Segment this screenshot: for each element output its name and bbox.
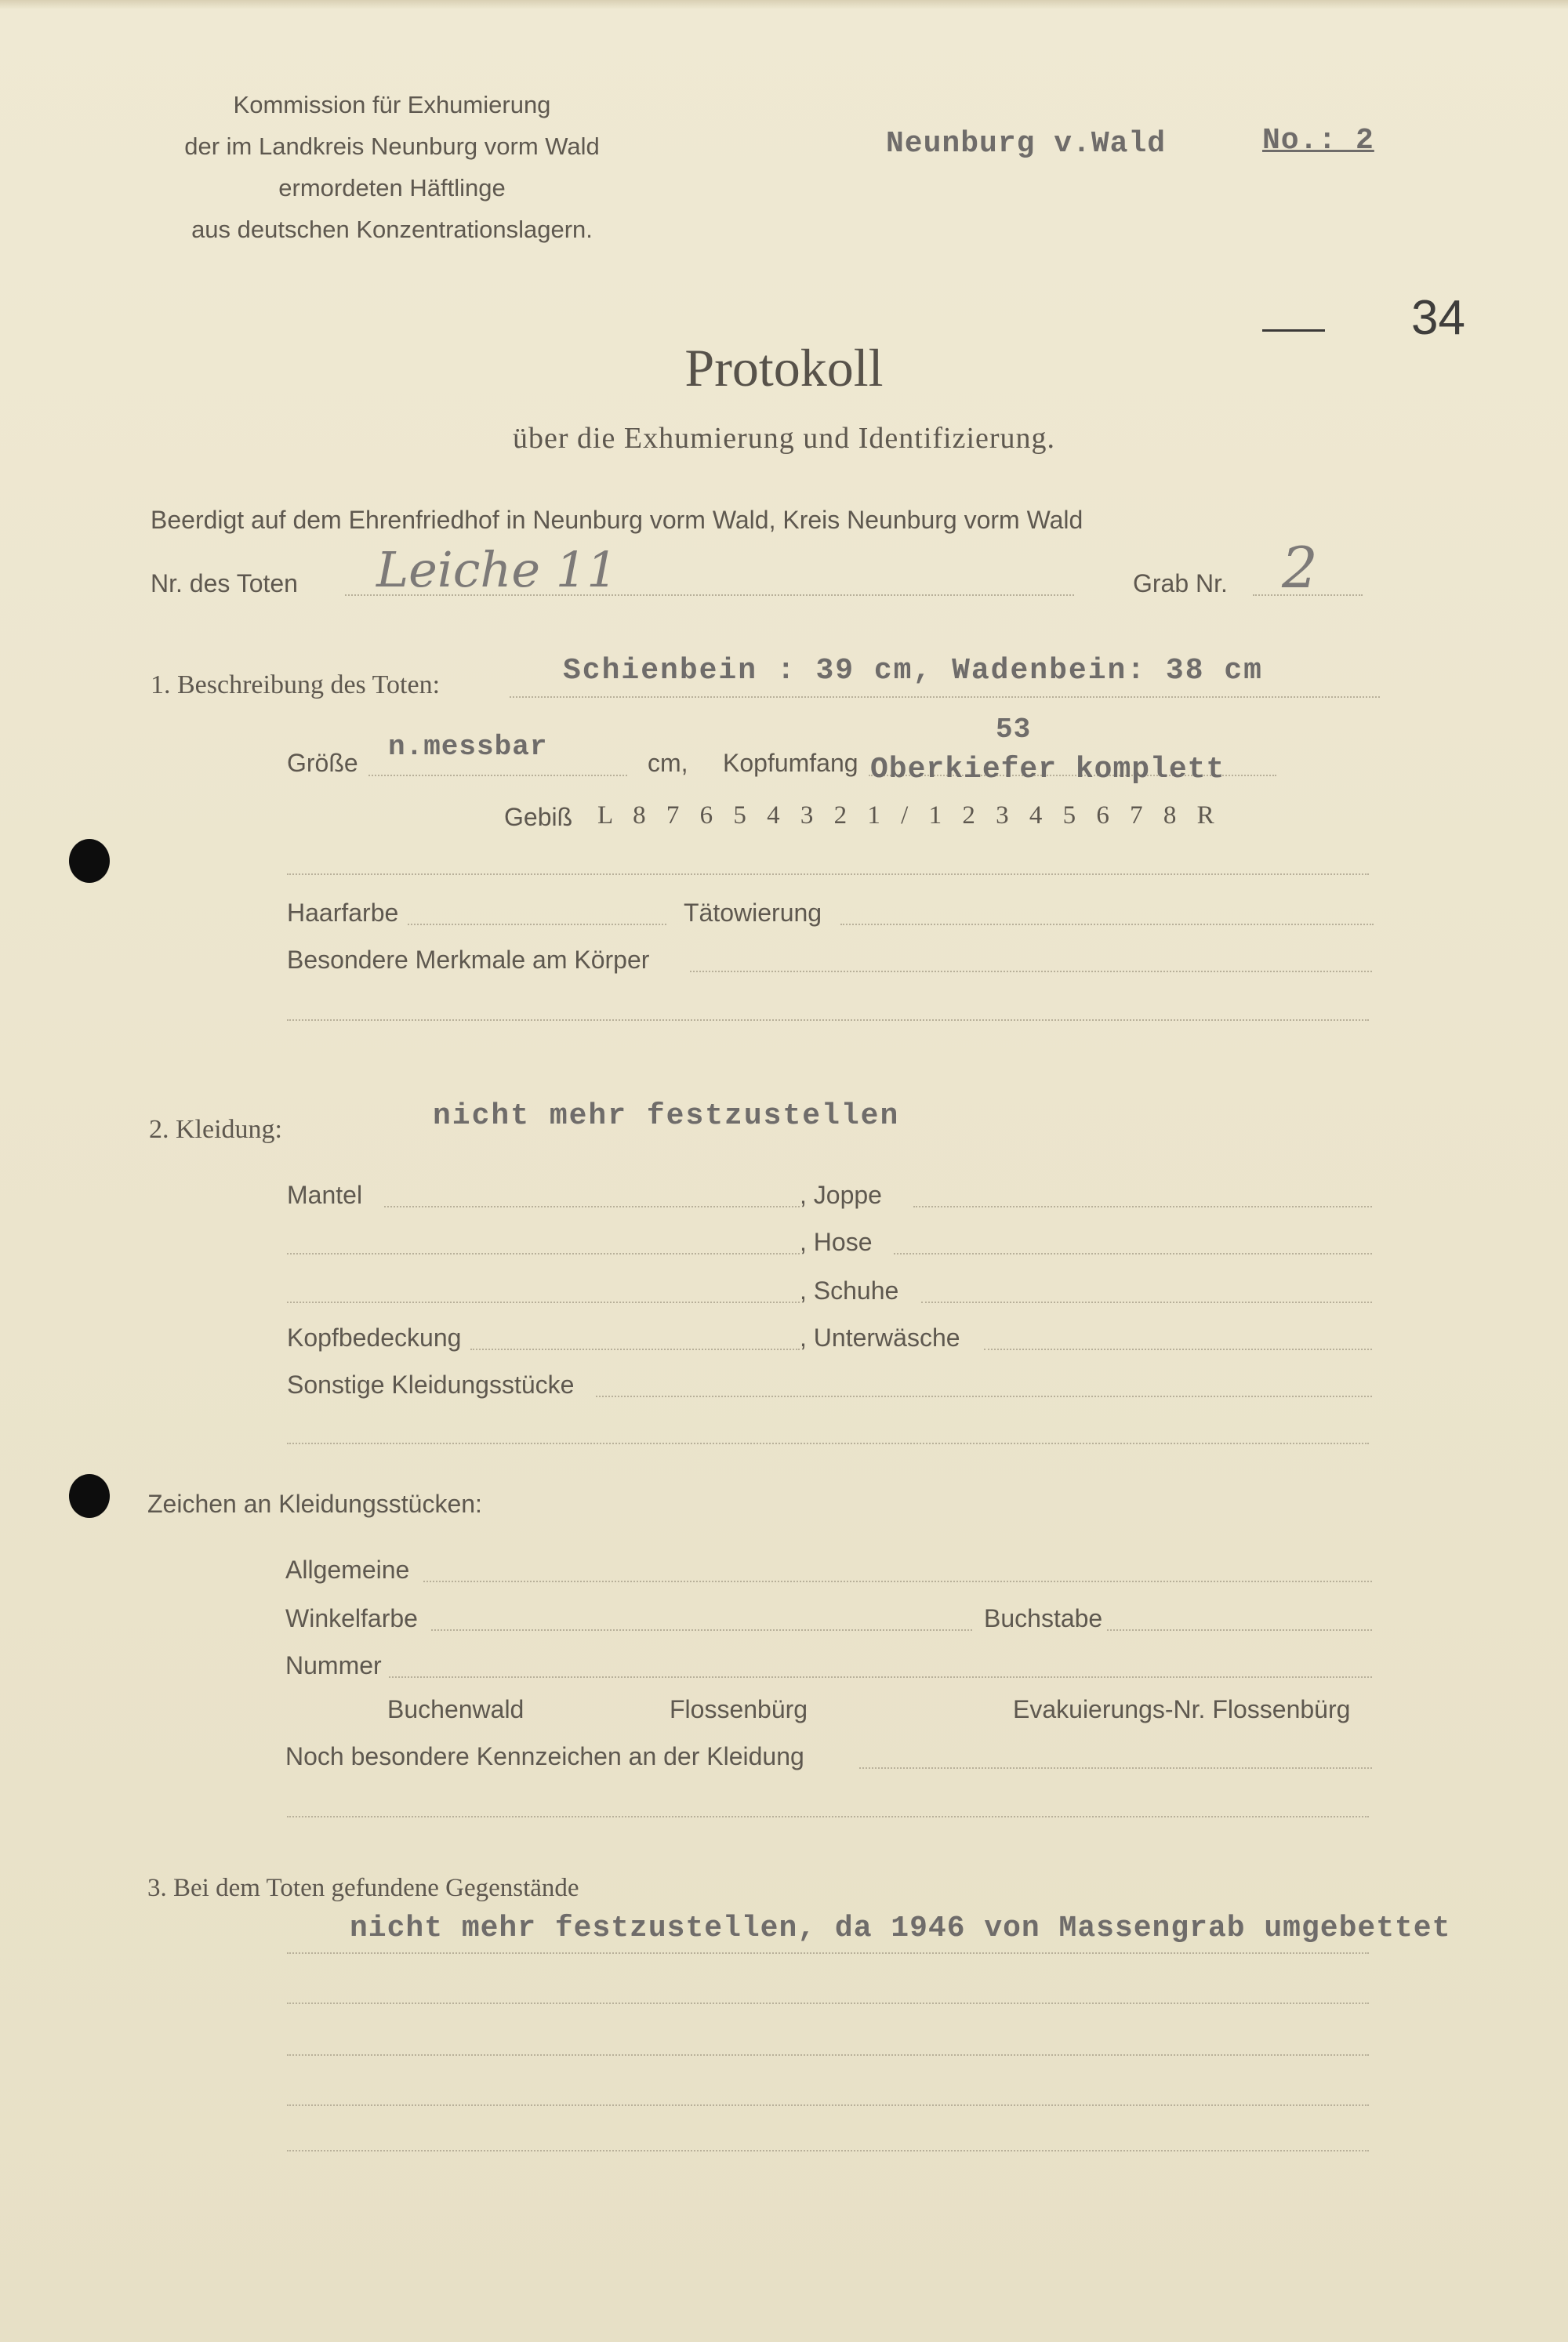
sonstige-line bbox=[596, 1396, 1372, 1397]
noch-kennzeichen-label: Noch besondere Kennzeichen an der Kleidung bbox=[285, 1742, 804, 1770]
joppe-line bbox=[913, 1206, 1372, 1207]
zeichen-blank-line bbox=[287, 1816, 1369, 1817]
section3-heading: 3. Bei dem Toten gefundene Gegenstände bbox=[147, 1874, 579, 1902]
section2-heading: 2. Kleidung: bbox=[149, 1115, 282, 1144]
hose-line bbox=[894, 1253, 1372, 1255]
kopfumfang-value: 53 bbox=[996, 713, 1032, 746]
commission-line-4: aus deutschen Konzentrationslagern. bbox=[191, 216, 593, 243]
number-typed: No.: 2 bbox=[1262, 124, 1374, 158]
mantel-label: Mantel bbox=[287, 1181, 363, 1209]
unterwaesche-label: , Unterwäsche bbox=[800, 1324, 960, 1352]
document-title: Protokoll bbox=[684, 338, 884, 398]
merkmale-label: Besondere Merkmale am Körper bbox=[287, 946, 650, 974]
buchstabe-line bbox=[1107, 1629, 1372, 1631]
schuhe-left-line bbox=[287, 1302, 800, 1303]
hose-left-line bbox=[287, 1253, 800, 1255]
size-line bbox=[368, 775, 627, 776]
buchstabe-label: Buchstabe bbox=[984, 1604, 1103, 1632]
cm-label: cm, bbox=[648, 749, 688, 777]
winkelfarbe-label: Winkelfarbe bbox=[285, 1604, 418, 1632]
nr-des-toten-value: Leiche 11 bbox=[376, 541, 618, 598]
winkelfarbe-line bbox=[431, 1629, 972, 1631]
paper-top-edge bbox=[0, 0, 1568, 9]
gebiss-row: L 8 7 6 5 4 3 2 1 / 1 2 3 4 5 6 7 8 R bbox=[597, 801, 1221, 830]
section1-description: Schienbein : 39 cm, Wadenbein: 38 cm bbox=[563, 654, 1263, 688]
punch-hole-upper bbox=[69, 839, 110, 883]
grab-nr-label: Grab Nr. bbox=[1133, 569, 1228, 597]
section2-value: nicht mehr festzustellen bbox=[433, 1099, 900, 1133]
evakuierung-label: Evakuierungs-Nr. Flossenbürg bbox=[1013, 1695, 1351, 1723]
page-number-line bbox=[1262, 329, 1325, 332]
punch-hole-lower bbox=[69, 1474, 110, 1518]
kopfbedeckung-line bbox=[470, 1349, 800, 1350]
place-typed: Neunburg v.Wald bbox=[886, 127, 1167, 161]
commission-line-2: der im Landkreis Neunburg vorm Wald bbox=[184, 133, 600, 160]
flossenburg-label: Flossenbürg bbox=[670, 1695, 808, 1723]
page-number: 34 bbox=[1411, 291, 1465, 345]
section1-line bbox=[510, 696, 1380, 698]
haarfarbe-line bbox=[408, 924, 666, 925]
haarfarbe-label: Haarfarbe bbox=[287, 899, 399, 927]
section3-line-3 bbox=[287, 2054, 1369, 2056]
allgemeine-label: Allgemeine bbox=[285, 1556, 410, 1584]
section3-line-5 bbox=[287, 2150, 1369, 2151]
section1-heading: 1. Beschreibung des Toten: bbox=[151, 670, 441, 699]
kopfbedeckung-label: Kopfbedeckung bbox=[287, 1324, 462, 1352]
merkmale-line bbox=[690, 971, 1372, 972]
sonstige-label: Sonstige Kleidungsstücke bbox=[287, 1371, 575, 1399]
mantel-line bbox=[384, 1206, 800, 1207]
burial-line: Beerdigt auf dem Ehrenfriedhof in Neunburg vorm Wald, Kreis Neunburg vorm Wald bbox=[151, 506, 1083, 534]
section3-value: nicht mehr festzustellen, da 1946 von Massengrab umgebettet bbox=[350, 1912, 1451, 1945]
schuhe-line bbox=[921, 1302, 1372, 1303]
nummer-label: Nummer bbox=[285, 1651, 382, 1679]
noch-kennzeichen-line bbox=[859, 1767, 1372, 1769]
unterwaesche-line bbox=[984, 1349, 1372, 1350]
gebiss-label: Gebiß bbox=[504, 803, 573, 831]
hose-label: , Hose bbox=[800, 1228, 873, 1256]
commission-line-3: ermordeten Häftlinge bbox=[278, 174, 506, 202]
section2-blank-line bbox=[287, 1443, 1369, 1444]
buchenwald-label: Buchenwald bbox=[387, 1695, 524, 1723]
size-label: Größe bbox=[287, 749, 358, 777]
taetowierung-line bbox=[840, 924, 1374, 925]
joppe-label: , Joppe bbox=[800, 1181, 882, 1209]
commission-line-1: Kommission für Exhumierung bbox=[233, 91, 551, 118]
allgemeine-line bbox=[423, 1581, 1372, 1582]
section3-line-2 bbox=[287, 2003, 1369, 2004]
section1-blank-line-2 bbox=[287, 1019, 1369, 1021]
document-subtitle: über die Exhumierung und Identifizierung. bbox=[512, 422, 1056, 455]
grab-nr-value: 2 bbox=[1282, 535, 1318, 601]
taetowierung-label: Tätowierung bbox=[684, 899, 822, 927]
oberkiefer-typed: Oberkiefer komplett bbox=[870, 753, 1225, 786]
schuhe-label: , Schuhe bbox=[800, 1276, 899, 1305]
zeichen-heading: Zeichen an Kleidungsstücken: bbox=[147, 1490, 482, 1518]
nummer-line bbox=[389, 1676, 1372, 1678]
section3-line-1 bbox=[287, 1952, 1369, 1954]
size-value: n.messbar bbox=[388, 731, 548, 763]
section1-blank-line-1 bbox=[287, 873, 1369, 875]
kopfumfang-label: Kopfumfang bbox=[723, 749, 858, 777]
section3-line-4 bbox=[287, 2104, 1369, 2106]
nr-des-toten-label: Nr. des Toten bbox=[151, 569, 298, 597]
